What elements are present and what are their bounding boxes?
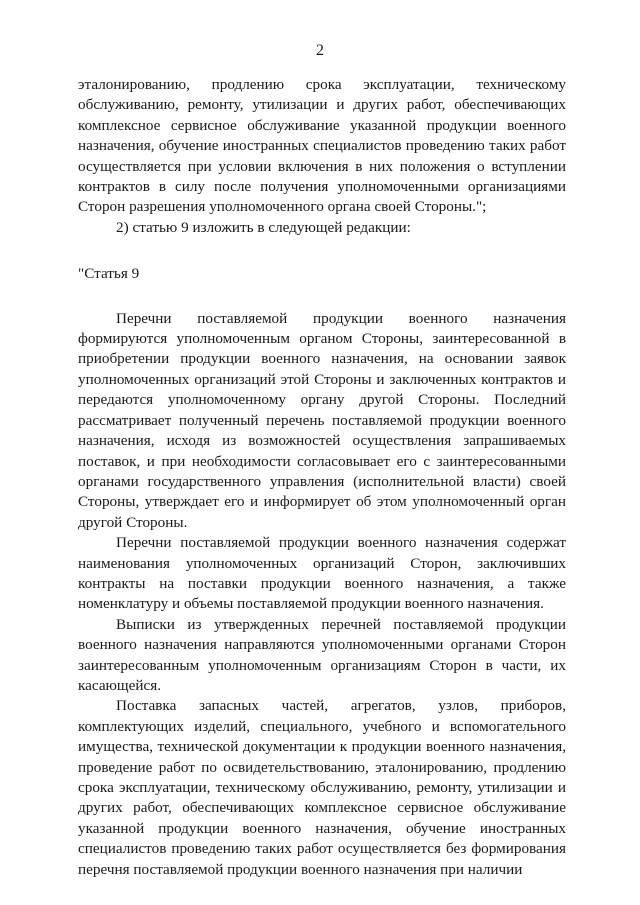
- article-heading: "Статья 9: [78, 265, 140, 283]
- paragraph-amendment-item: 2) статью 9 изложить в следующей редакции:: [116, 218, 411, 236]
- paragraph-extracts: Выписки из утвержденных перечней поставляемой продукции военного назначения направляются уполномоченными органами Сторон заинтересованным уполномоченным организациям Сторон в части, их касающейся.: [78, 615, 566, 694]
- page-number: 2: [316, 42, 324, 59]
- paragraph-continuation: эталонированию, продлению срока эксплуатации, техническому обслуживанию, ремонту, утилизации и других работ, обеспечивающих комплексное сервисное обслуживание указанной продукции военного назначения, обучение иностранных специалистов проведению таких работ осуществляется при условии включения в них положения о вступлении контрактов в силу после получения уполномоченными организациями Сторон разрешения уполномоченного органа своей Стороны.";: [78, 76, 566, 216]
- paragraph-lists-content: Перечни поставляемой продукции военного назначения содержат наименования уполномоченных организаций Сторон, заключивших контракты на поставки продукции военного назначения, а также номенклатуру и объемы поставляемой продукции военного назначения.: [78, 534, 566, 613]
- document-body: [78, 75, 566, 880]
- paragraph-spare-parts: Поставка запасных частей, агрегатов, узлов, приборов, комплектующих изделий, специального, учебного и вспомогательного имущества, технической документации к продукции военного назначения, проведение работ по освидетельствованию, эталонированию, продлению срока эксплуатации, техническому обслуживанию, ремонту, утилизации и других работ, обеспечивающих комплексное сервисное обслуживание указанной продукции военного назначения, обучение иностранных специалистов проведению таких работ осуществляется без формирования перечня поставляемой продукции военного назначения при наличии: [78, 697, 566, 878]
- paragraph-lists-formation: Перечни поставляемой продукции военного назначения формируются уполномоченным органом Стороны, заинтересованной в приобретении продукции военного назначения, на основании заявок уполномоченных организаций этой Стороны и заключенных контрактов и передаются уполномоченному органу другой Стороны. Последний рассматривает полученный перечень поставляемой продукции военного назначения, исходя из возможностей осуществления запрашиваемых поставок, и при необходимости согласовывает его с заинтересованными органами государственного управления (исполнительной власти) своей Стороны, утверждает его и информирует об этом уполномоченный орган другой Стороны.: [78, 309, 566, 531]
